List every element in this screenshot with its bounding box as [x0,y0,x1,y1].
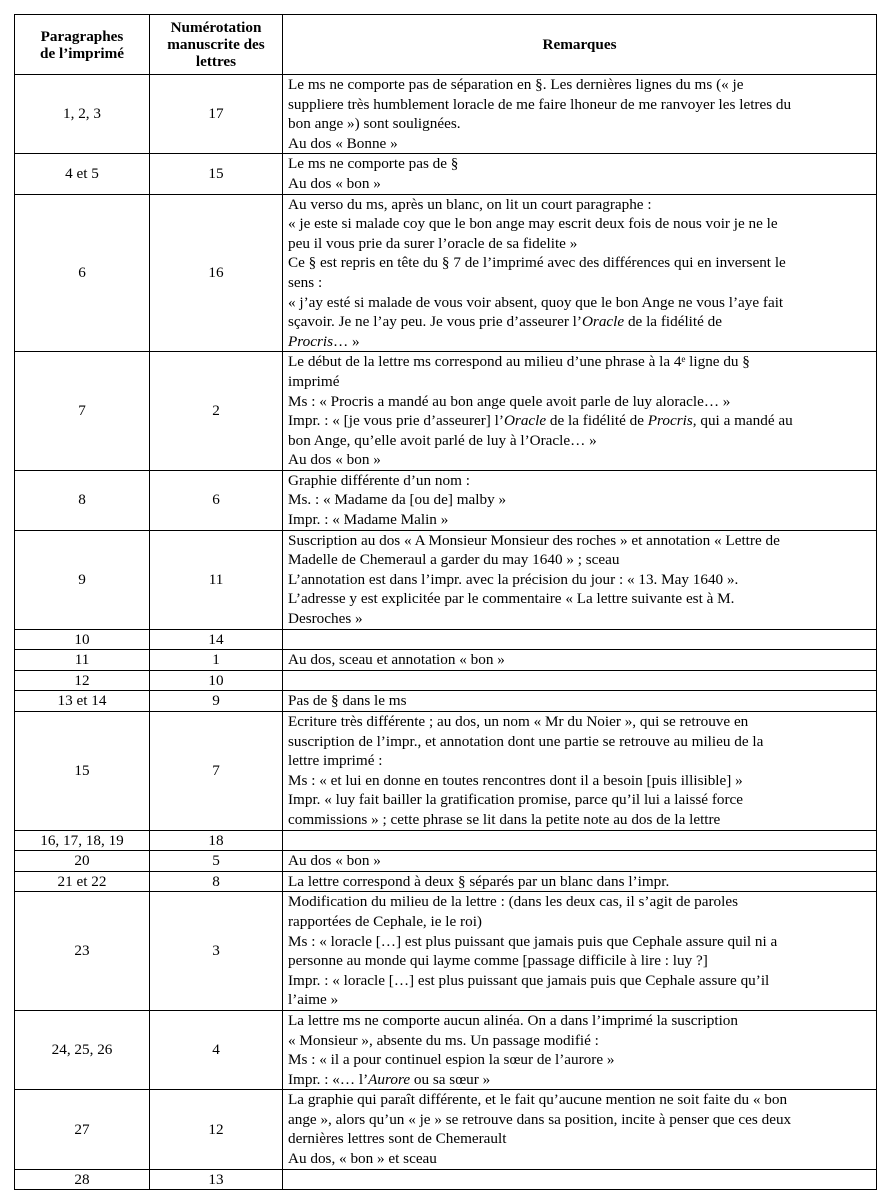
table-row [15,851,877,872]
header-line: de l’imprimé [40,44,124,62]
cell-paragraphes: 28 [15,1169,150,1190]
cell-numerotation: 18 [150,830,283,851]
cell-remarques [283,830,877,851]
cell-remarques [283,871,877,892]
table-row [15,830,877,851]
header-line: Numérotation [170,19,262,36]
remark-line: Au dos, sceau et annotation « bon » [288,651,505,669]
cell-paragraphes: 16, 17, 18, 19 [15,830,150,851]
header-row [15,15,877,75]
cell-paragraphes: 9 [15,530,150,629]
remark-line [288,1170,871,1190]
remark-line: Au dos, « bon » et sceau [288,1150,437,1168]
remark-line: Ms : « loracle […] est plus puissant que jamais puis que Cephale assure quil ni a [288,932,778,950]
cell-remarques [283,530,877,629]
table-row [15,670,877,691]
table-row [15,352,877,471]
table-row [15,871,877,892]
remark-line: sçavoir. Je ne l’ay peu. Je vous prie d’asseurer l’Oracle de la fidélité de [288,313,722,331]
remark-line: personne au monde qui layme comme [passage difficile à lire : luy ?] [288,952,708,970]
remark-line: Impr. : « Madame Malin » [288,511,449,529]
cell-paragraphes: 4 et 5 [15,154,150,194]
cell-remarques [283,629,877,650]
remark-line: suscription de l’impr., et annotation dont une partie se retrouve au milieu de la [288,732,764,750]
cell-paragraphes: 27 [15,1090,150,1169]
remark-line: peu il vous prie da surer l’oracle de sa fidelite » [288,234,578,252]
cell-remarques [283,691,877,712]
cell-paragraphes: 6 [15,194,150,352]
table-row [15,1010,877,1089]
remark-line: Au verso du ms, après un blanc, on lit un court paragraphe : [288,195,652,213]
remark-line: Impr. « luy fait bailler la gratification promise, parce qu’il lui a laissé force [288,791,744,809]
cell-paragraphes: 8 [15,470,150,530]
remark-line: Ms. : « Madame da [ou de] malby » [288,491,507,509]
cell-numerotation: 15 [150,154,283,194]
cell-numerotation: 13 [150,1169,283,1190]
remark-line: Au dos « bon » [288,852,381,870]
remark-line: sens : [288,273,323,291]
cell-paragraphes: 13 et 14 [15,691,150,712]
header-line: lettres [195,53,237,70]
cell-numerotation: 3 [150,892,283,1011]
remark-line: Ce § est repris en tête du § 7 de l’imprimé avec des différences qui en inversent le [288,254,786,272]
remark-line: Impr. : « loracle […] est plus puissant que jamais puis que Cephale assure qu’il [288,971,770,989]
remark-line: dernières lettres sont de Chemerault [288,1130,507,1148]
cell-numerotation: 10 [150,670,283,691]
remark-line: Au dos « bon » [288,451,381,469]
manuscript-comparison-table [14,14,877,1190]
cell-numerotation: 4 [150,1010,283,1089]
remark-line: La lettre ms ne comporte aucun alinéa. On a dans l’imprimé la suscription [288,1011,738,1029]
remark-line: Ms : « Procris a mandé au bon ange quele avoit parle de luy aloracle… » [288,392,731,410]
cell-numerotation: 2 [150,352,283,471]
remark-line [288,831,871,851]
cell-numerotation: 6 [150,470,283,530]
cell-paragraphes: 7 [15,352,150,471]
remark-line: Desroches » [288,610,363,628]
remark-line: Suscription au dos « A Monsieur Monsieur des roches » et annotation « Lettre de [288,531,780,549]
remark-line: Au dos « bon » [288,174,381,192]
cell-numerotation: 8 [150,871,283,892]
remark-line: l’aime » [288,991,339,1009]
cell-paragraphes: 12 [15,670,150,691]
cell-numerotation: 5 [150,851,283,872]
remark-line: Le début de la lettre ms correspond au milieu d’une phrase à la 4ᵉ ligne du § [288,353,750,371]
cell-paragraphes: 23 [15,892,150,1011]
cell-remarques [283,1169,877,1190]
remark-line: Graphie différente d’un nom : [288,471,470,489]
remark-line: Au dos « Bonne » [288,134,398,152]
remark-line: Modification du milieu de la lettre : (dans les deux cas, il s’agit de paroles [288,893,739,911]
cell-numerotation: 7 [150,712,283,831]
table-row [15,712,877,831]
cell-paragraphes: 24, 25, 26 [15,1010,150,1089]
cell-remarques [283,1010,877,1089]
header-line: manuscrite des [167,36,265,53]
remark-line [288,671,871,691]
table-row [15,650,877,671]
remark-line: rapportées de Cephale, ie le roi) [288,912,482,930]
remark-line: Ecriture très différente ; au dos, un nom « Mr du Noier », qui se retrouve en [288,713,749,730]
remark-line: « j’ay esté si malade de vous voir absent, quoy que le bon Ange ne vous l’aye fait [288,293,784,311]
cell-remarques [283,154,877,194]
cell-remarques [283,712,877,831]
header-numerotation [150,15,283,75]
cell-numerotation: 9 [150,691,283,712]
cell-remarques [283,194,877,352]
table-row [15,194,877,352]
cell-remarques [283,851,877,872]
cell-paragraphes: 1, 2, 3 [15,75,150,154]
cell-numerotation: 1 [150,650,283,671]
table-row [15,691,877,712]
cell-remarques [283,1090,877,1169]
remark-line: suppliere très humblement loracle de me faire lhoneur de me ranvoyer les letres du [288,95,792,113]
table-row [15,1090,877,1169]
cell-paragraphes: 20 [15,851,150,872]
cell-numerotation: 16 [150,194,283,352]
cell-remarques [283,650,877,671]
remark-line: imprimé [288,372,340,390]
cell-paragraphes: 10 [15,629,150,650]
cell-numerotation: 17 [150,75,283,154]
remark-line: lettre imprimé : [288,752,383,770]
cell-numerotation: 12 [150,1090,283,1169]
remark-line: « Monsieur », absente du ms. Un passage modifié : [288,1031,599,1049]
remark-line: La lettre correspond à deux § séparés par un blanc dans l’impr. [288,872,670,890]
remark-line: La graphie qui paraît différente, et le fait qu’aucune mention ne soit faite du « bon [288,1091,788,1109]
remark-line: Ms : « et lui en donne en toutes rencontres dont il a besoin [puis illisible] » [288,771,743,789]
table-row [15,1169,877,1190]
cell-remarques [283,670,877,691]
remark-line [288,630,871,650]
table-row [15,629,877,650]
remark-line: commissions » ; cette phrase se lit dans la petite note au dos de la lettre [288,810,721,828]
table-row [15,470,877,530]
cell-remarques [283,470,877,530]
table-row [15,75,877,154]
remark-line: « je este si malade coy que le bon ange may escrit deux fois de nous voir je ne le [288,215,778,233]
remark-line: bon ange ») sont soulignées. [288,115,461,133]
remark-line: Le ms ne comporte pas de séparation en §. Les dernières lignes du ms (« je [288,76,744,93]
cell-remarques [283,352,877,471]
cell-paragraphes: 11 [15,650,150,671]
remark-line: L’annotation est dans l’impr. avec la précision du jour : « 13. May 1640 ». [288,570,739,588]
cell-numerotation: 11 [150,530,283,629]
cell-numerotation: 14 [150,629,283,650]
table-row [15,154,877,194]
cell-paragraphes: 15 [15,712,150,831]
cell-remarques [283,892,877,1011]
remark-line: ange », alors qu’un « je » se retrouve dans sa position, incite à penser que ces deux [288,1110,792,1128]
table-body [15,75,877,1190]
remark-line: Ms : « il a pour continuel espion la sœur de l’aurore » [288,1051,615,1069]
header-remarques [283,15,877,75]
remark-line: Madelle de Chemeraul a garder du may 1640 » ; sceau [288,551,620,569]
remark-line: L’adresse y est explicitée par le commentaire « La lettre suivante est à M. [288,590,735,608]
remark-line: Impr. : « [je vous prie d’asseurer] l’Oracle de la fidélité de Procris, qui a mandé au [288,412,793,430]
remark-line: bon Ange, qu’elle avoit parlé de luy à l’Oracle… » [288,431,597,449]
header-paragraphes [15,15,150,75]
table-row [15,892,877,1011]
remark-line: Impr. : «… l’Aurore ou sa sœur » [288,1070,491,1088]
header-line: Paragraphes [40,27,124,45]
remark-line: Le ms ne comporte pas de § [288,155,459,173]
cell-remarques [283,75,877,154]
remark-line: Procris… » [288,332,360,350]
header-line: Remarques [542,36,617,53]
remark-line: Pas de § dans le ms [288,692,407,710]
cell-paragraphes: 21 et 22 [15,871,150,892]
table-row [15,530,877,629]
